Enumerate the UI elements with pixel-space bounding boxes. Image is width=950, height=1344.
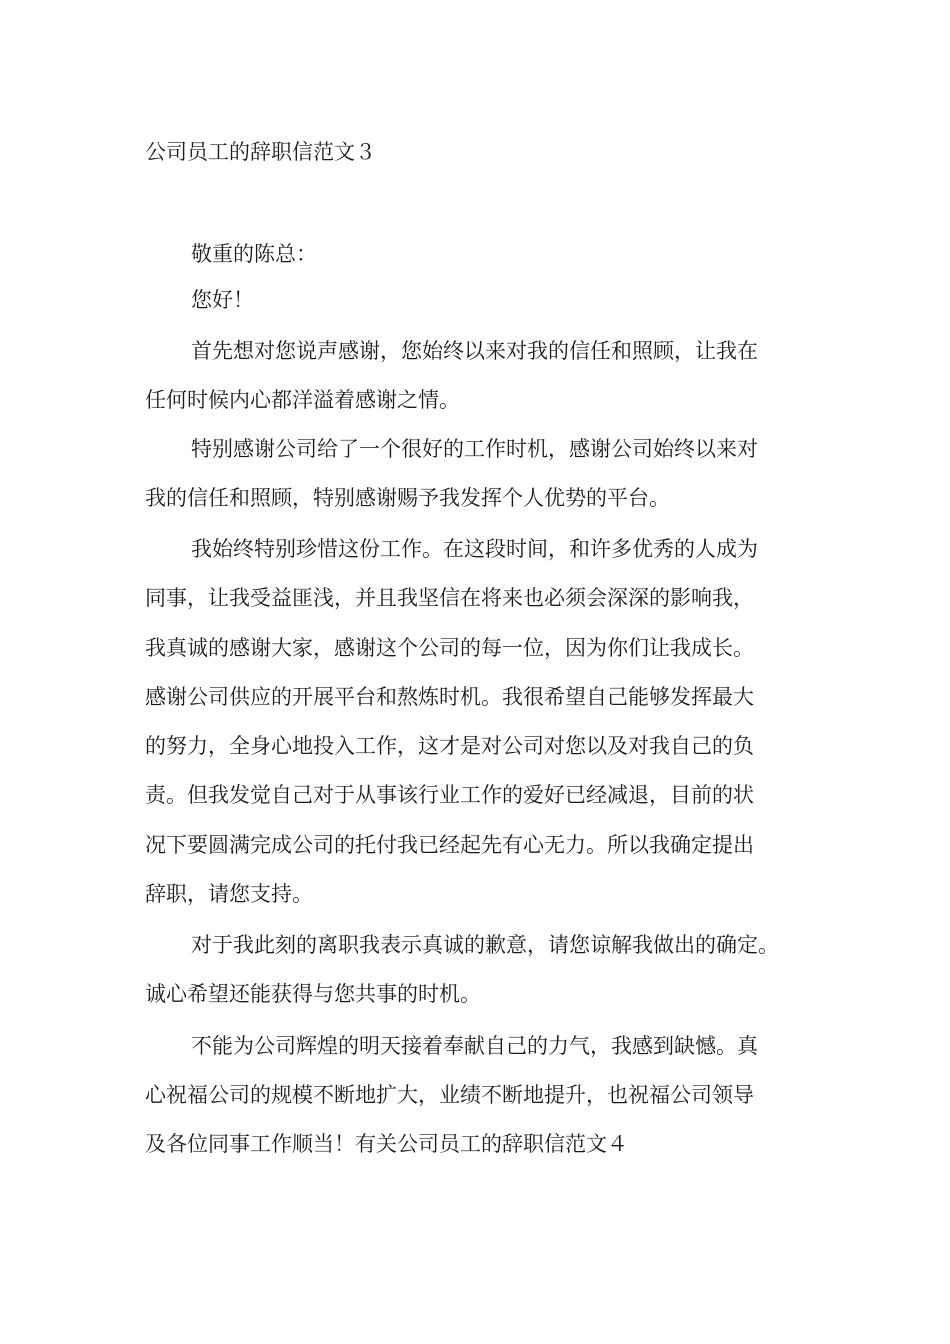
paragraph-3-line-4: 感谢公司供应的开展平台和熬炼时机。我很希望自己能够发挥最大: [145, 685, 754, 709]
paragraph-1-line-2: 任何时候内心都洋溢着感谢之情。: [145, 388, 460, 412]
paragraph-3-line-3: 我真诚的感谢大家，感谢这个公司的每一位，因为你们让我成长。: [145, 636, 754, 660]
paragraph-3-line-7: 况下要圆满完成公司的托付我已经起先有心无力。所以我确定提出: [145, 833, 754, 857]
paragraph-5-line-2: 心祝福公司的规模不断地扩大，业绩不断地提升，也祝福公司领导: [145, 1083, 754, 1107]
paragraph-3-line-8: 辞职，请您支持。: [145, 882, 313, 906]
paragraph-1-line-1: 首先想对您说声感谢，您始终以来对我的信任和照顾，让我在: [191, 339, 758, 363]
paragraph-2-line-1: 特别感谢公司给了一个很好的工作时机，感谢公司始终以来对: [191, 437, 758, 461]
paragraph-5-line-1: 不能为公司辉煌的明天接着奉献自己的力气，我感到缺憾。真: [191, 1034, 758, 1058]
greeting: 您好！: [191, 288, 254, 312]
paragraph-3-line-6: 责。但我发觉自己对于从事该行业工作的爱好已经减退，目前的状: [145, 783, 754, 807]
paragraph-5-line-3: 及各位同事工作顺当！有关公司员工的辞职信范文４: [145, 1132, 628, 1156]
paragraph-3-line-2: 同事，让我受益匪浅，并且我坚信在将来也必须会深深的影响我，: [145, 586, 754, 610]
paragraph-3-line-1: 我始终特别珍惜这份工作。在这段时间，和许多优秀的人成为: [191, 537, 758, 561]
paragraph-4-line-2: 诚心希望还能获得与您共事的时机。: [145, 982, 481, 1006]
paragraph-2-line-2: 我的信任和照顾，特别感谢赐予我发挥个人优势的平台。: [145, 486, 670, 510]
salutation: 敬重的陈总：: [191, 242, 317, 266]
paragraph-4-line-1: 对于我此刻的离职我表示真诚的歉意，请您谅解我做出的确定。: [191, 933, 779, 957]
document-title: 公司员工的辞职信范文３: [145, 140, 376, 164]
paragraph-3-line-5: 的努力，全身心地投入工作，这才是对公司对您以及对我自己的负: [145, 734, 754, 758]
